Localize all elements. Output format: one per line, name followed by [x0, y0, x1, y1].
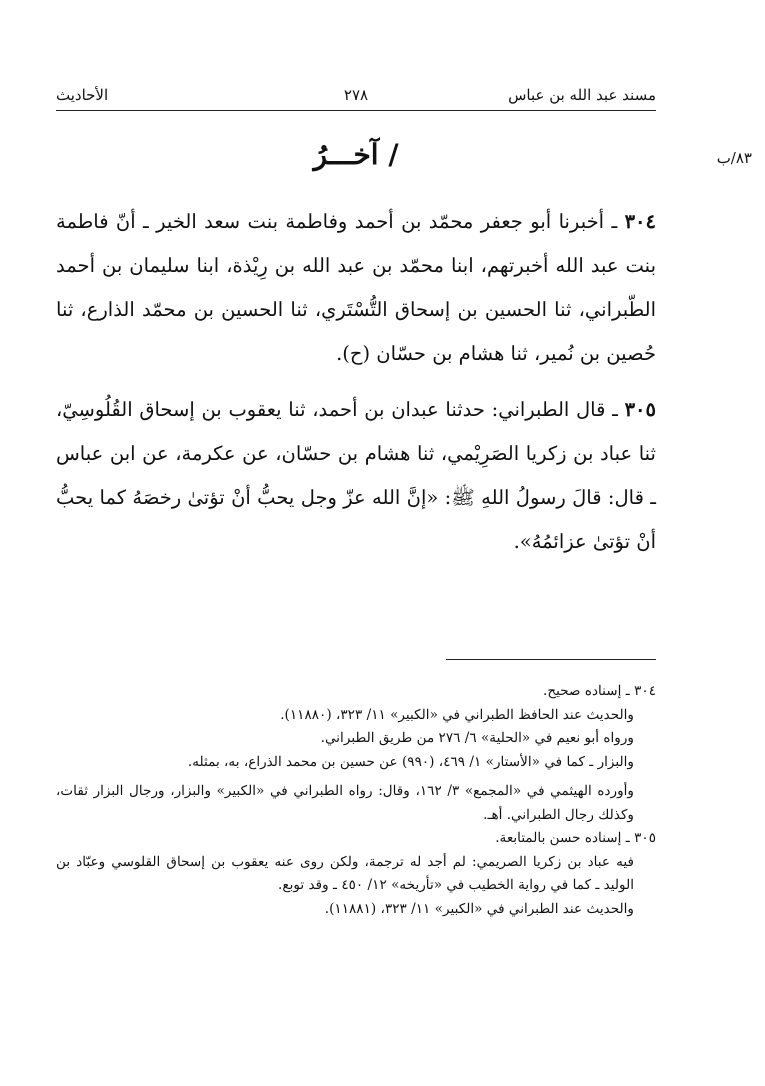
- footnote-number: ٣٠٥: [634, 830, 656, 846]
- page-number: ٢٧٨: [343, 86, 369, 104]
- header-divider: [56, 110, 656, 111]
- hadith-number: ٣٠٤: [624, 210, 656, 233]
- hadith-number: ٣٠٥: [624, 398, 656, 421]
- footnotes: [56, 680, 656, 921]
- hadith-paragraph: [56, 200, 656, 376]
- main-text: [56, 200, 656, 576]
- header-book-title: مسند عبد الله بن عباس: [508, 86, 656, 104]
- footnote-line: فيه عباد بن زكريا الصريمي: لم أجد له ترجمة، ولكن روى عنه يعقوب بن إسحاق القلوسي وعبّاد بن الوليد ـ كما في رواية الخطيب في «تأريخه» ١٢/ ٤٥٠ ـ وقد توبع.: [56, 853, 634, 893]
- hadith-paragraph: [56, 388, 656, 564]
- hadith-text: ـ قال الطبراني: حدثنا عبدان بن أحمد، ثنا يعقوب بن إسحاق القُلُوسِيّ، ثنا عباد بن زكريا الصَرِيْمي، ثنا هشام بن حسّان، عن عكرمة، عن ابن عباس ـ قال: قالَ رسولُ اللهِ ﷺ: «إنَّ الله عزّ وجل يحبُّ أنْ تؤتىٰ رخصَهُ كما يحبُّ أنْ تؤتىٰ عزائمُهُ».: [56, 398, 656, 553]
- manuscript-folio-note: ٨٣/ب: [716, 149, 752, 167]
- footnote-line: ـ إسناده صحيح.: [543, 683, 630, 699]
- footnote-divider: [446, 659, 656, 660]
- footnote-first-line: [56, 680, 656, 704]
- section-title: / آخـــرُ: [313, 138, 399, 171]
- footnote: [56, 827, 656, 921]
- footnote-line: ورواه أبو نعيم في «الحلية» ٦/ ٢٧٦ من طريق الطبراني.: [320, 730, 634, 746]
- running-header: [56, 82, 656, 108]
- footnote-line: والبزار ـ كما في «الأستار» ١/ ٤٦٩، (٩٩٠) عن حسين بن محمد الذراع، به، بمثله.: [187, 753, 634, 770]
- footnote-line: وأورده الهيثمي في «المجمع» ٣/ ١٦٢، وقال: رواه الطبراني في «الكبير» والبزار، ورجال البزار ثقات، وكذلك رجال الطبراني. أهـ.: [56, 783, 634, 823]
- footnote-number: ٣٠٤: [634, 683, 656, 699]
- footnote-first-line: [56, 827, 656, 851]
- hadith-text: ـ أخبرنا أبو جعفر محمّد بن أحمد وفاطمة بنت سعد الخير ـ أنّ فاطمة بنت عبد الله أخبرتهم، ابنا محمّد بن عبد الله بن رِيْذة، ابنا سليمان بن أحمد الطّبراني، ثنا الحسين بن إسحاق التُّسْتَري، ثنا الحسين بن محمّد الذارع، ثنا حُصين بن نُمير، ثنا هشام بن حسّان (ح).: [56, 210, 656, 365]
- footnote-line: ـ إسناده حسن بالمتابعة.: [495, 830, 630, 846]
- footnote-line: والحديث عند الطبراني في «الكبير» ١١/ ٣٢٣، (١١٨٨١).: [324, 900, 634, 917]
- header-section: الأحاديث: [56, 86, 109, 104]
- footnote: [56, 680, 656, 827]
- footnote-line: والحديث عند الحافظ الطبراني في «الكبير» ١١/ ٣٢٣، (١١٨٨٠).: [280, 706, 634, 723]
